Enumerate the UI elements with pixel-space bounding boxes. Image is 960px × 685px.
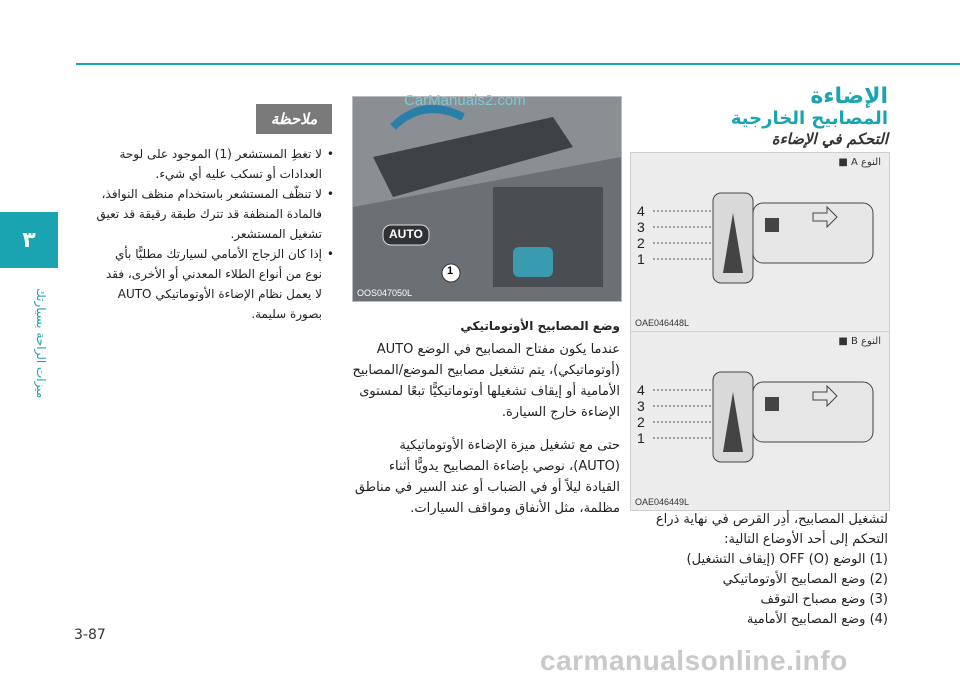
figure-a-code: OAE046448L [635, 318, 690, 328]
section-heading: الإضاءة [810, 84, 888, 109]
chapter-title: ميزات الراحة بسيارتك [34, 287, 48, 399]
figure-type-b [630, 331, 890, 511]
light-control-text [630, 510, 888, 630]
note-bullet: • لا تنظّف المستشعر باستخدام منظف النوافذ، فالمادة المنظفة قد تترك طبقة رقيقة قد تعيق تشغيل المستشعر. [96, 184, 334, 244]
photo-code: OOS047050L [357, 288, 413, 298]
chapter-tab: ٣ [0, 212, 58, 268]
note-bullet: • لا تغطِ المستشعر (1) الموجود على لوحة العدادات أو تسكب عليه أي شيء. [96, 144, 334, 184]
auto-light-paragraph: عندما يكون مفتاح المصابيح في الوضع AUTO (أوتوماتيكي)، يتم تشغيل مصابيح الموضع/المصابيح الأمامية أو إيقاف تشغيلها أوتوماتيكيًّا تبعًا لمستوى الإضاءة خارج السيارة. [352, 342, 620, 420]
note-bullets [96, 144, 334, 324]
auto-light-paragraph: حتى مع تشغيل ميزة الإضاءة الأوتوماتيكية (AUTO)، نوصي بإضاءة المصابيح يدويًّا أثناء القيادة ليلاً أو في الضباب أو عند السير في مناطق مظلمة، مثل الأنفاق ومواقف السيارات. [354, 438, 620, 516]
watermark-top: CarManuals2.com [404, 92, 526, 109]
light-control-intro: لتشغيل المصابيح، أدِر القرص في نهاية ذراع التحكم إلى أحد الأوضاع التالية: [655, 512, 888, 547]
auto-label: AUTO [389, 227, 423, 241]
light-switch-drawing-b [653, 352, 883, 492]
figure-b-numbers: 4 3 2 1 [637, 382, 645, 446]
figure-b-label: النوع B ■ [838, 336, 881, 347]
watermark-bottom: carmanualsonline.info [540, 645, 848, 676]
sensor-callout: 1 [447, 265, 454, 277]
sensor-photo [352, 96, 622, 302]
light-position-item: (3) وضع مصباح التوقف [760, 592, 888, 607]
light-position-item: (1) الوضع (O) OFF (إيقاف التشغيل) [686, 552, 888, 567]
subsection-heading: المصابيح الخارجية [730, 108, 888, 129]
auto-light-subtitle: وضع المصابيح الأوتوماتيكي [460, 319, 620, 333]
top-rule [76, 63, 960, 65]
page-number: 3-87 [74, 627, 106, 643]
figure-a-label: النوع A ■ [838, 157, 881, 168]
figure-b-code: OAE046449L [635, 497, 690, 507]
note-title: ملاحظة [256, 104, 332, 134]
figure-a-numbers: 4 3 2 1 [637, 203, 645, 267]
auto-light-section [352, 316, 620, 531]
topic-heading: التحكم في الإضاءة [771, 130, 888, 148]
figure-type-a [630, 152, 890, 332]
light-position-item: (4) وضع المصابيح الأمامية [746, 612, 888, 627]
dashboard-photo-drawing [353, 97, 621, 301]
light-switch-drawing-a [653, 173, 883, 313]
light-position-item: (2) وضع المصابيح الأوتوماتيكي [722, 572, 888, 587]
note-bullet: • إذا كان الزجاج الأمامي لسيارتك مطليًّا بأي نوع من أنواع الطلاء المعدني أو الأخرى، فقد لا يعمل نظام الإضاءة الأوتوماتيكي AUTO بصورة سليمة. [96, 244, 334, 324]
